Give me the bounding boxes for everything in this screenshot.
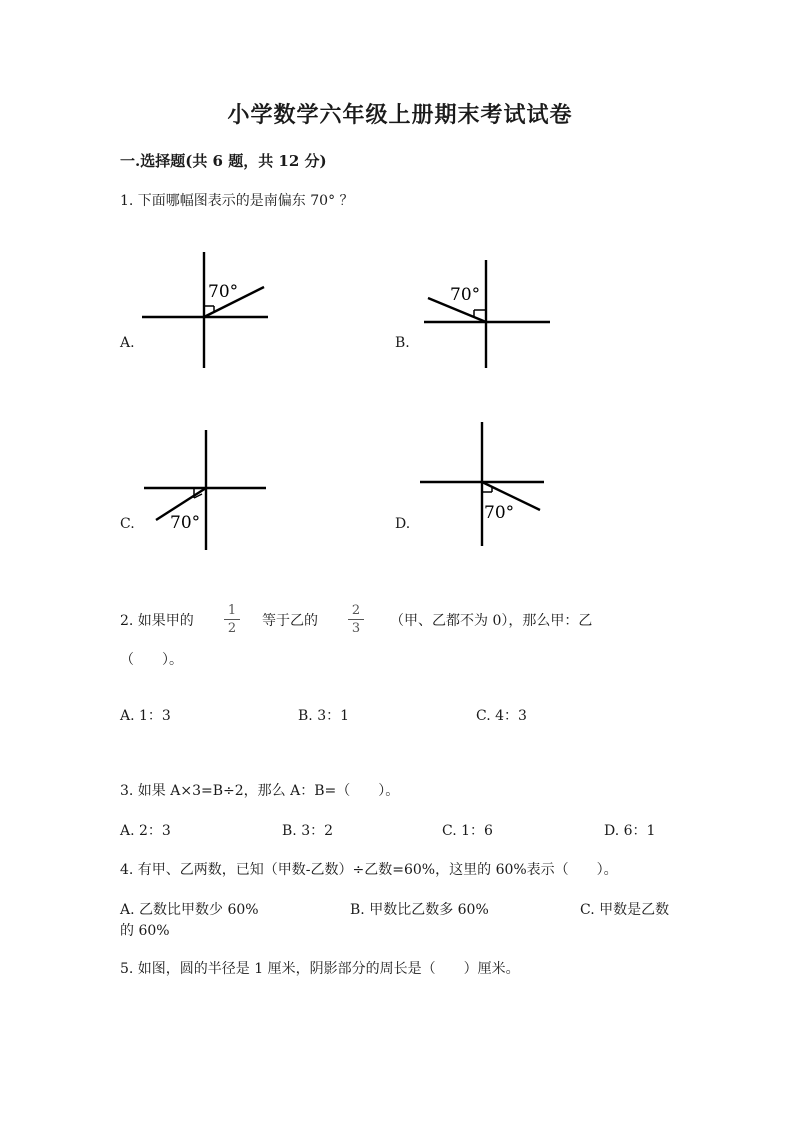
q3-option-b[interactable]: B. 3：2 xyxy=(282,823,334,839)
q1-option-b[interactable]: B. xyxy=(395,335,410,351)
question-5-stem: 5. 如图，圆的半径是 1 厘米，阴影部分的周长是（ ）厘米。 xyxy=(120,961,520,977)
q2-option-c[interactable]: C. 4：3 xyxy=(476,708,527,724)
section-heading: 一.选择题(共 6 题，共 12 分) xyxy=(120,152,327,170)
q4-option-c-continued: 的 60% xyxy=(120,923,170,939)
q4-option-a[interactable]: A. 乙数比甲数少 60% xyxy=(120,902,259,918)
question-2-stem-part3: （甲、乙都不为 0），那么甲：乙 xyxy=(390,613,593,629)
page-title: 小学数学六年级上册期末考试试卷 xyxy=(227,102,573,128)
angle-label: 70° xyxy=(484,503,515,523)
angle-label: 70° xyxy=(170,513,201,533)
fraction-one-half: 1 2 xyxy=(224,603,240,636)
q1-option-c[interactable]: C. xyxy=(120,516,135,532)
q3-option-d[interactable]: D. 6：1 xyxy=(604,823,656,839)
question-2-stem-line2: （ ）。 xyxy=(120,652,183,668)
figure-c xyxy=(142,428,272,552)
question-4-stem: 4. 有甲、乙两数，已知（甲数-乙数）÷乙数=60%，这里的 60%表示（ ）。 xyxy=(120,862,618,878)
q3-option-c[interactable]: C. 1：6 xyxy=(442,823,493,839)
q1-option-a[interactable]: A. xyxy=(120,335,135,351)
angle-label: 70° xyxy=(450,285,481,305)
q1-option-d[interactable]: D. xyxy=(395,516,411,532)
fraction-two-thirds: 2 3 xyxy=(348,603,364,636)
q3-option-a[interactable]: A. 2：3 xyxy=(120,823,171,839)
figure-b xyxy=(420,258,555,370)
q4-option-c[interactable]: C. 甲数是乙数 xyxy=(580,902,670,918)
question-1-stem: 1. 下面哪幅图表示的是南偏东 70° ？ xyxy=(120,193,354,209)
figure-a xyxy=(140,250,270,370)
q4-option-b[interactable]: B. 甲数比乙数多 60% xyxy=(350,902,489,918)
question-3-stem: 3. 如果 A×3=B÷2，那么 A：B=（ ）。 xyxy=(120,783,400,799)
q2-option-b[interactable]: B. 3：1 xyxy=(298,708,350,724)
question-2-stem-part1: 2. 如果甲的 xyxy=(120,613,194,629)
figure-d xyxy=(418,420,548,548)
q2-option-a[interactable]: A. 1：3 xyxy=(120,708,171,724)
question-2-stem-part2: 等于乙的 xyxy=(262,613,318,629)
angle-label: 70° xyxy=(208,282,239,302)
